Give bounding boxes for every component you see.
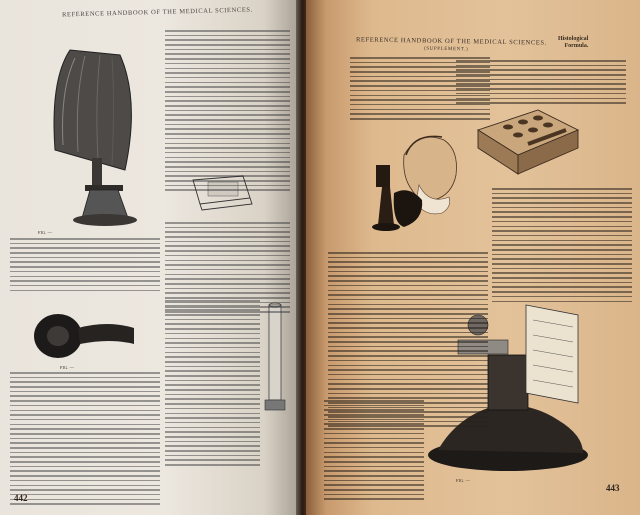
left-column-text-lower	[10, 238, 160, 294]
figure-caption-eyeshade: FIG. ---	[60, 365, 74, 370]
right-running-subhead: (SUPPLEMENT.)	[423, 46, 469, 53]
eyeshade-icon	[30, 310, 140, 365]
microscope-hood-icon	[30, 40, 150, 230]
right-page-number: 443	[606, 483, 620, 493]
right-column-text-top	[165, 30, 290, 194]
side-heading-line-1: Histological	[558, 36, 589, 42]
right-column-text-lower	[165, 300, 260, 469]
right-second-column-middle	[492, 188, 632, 305]
left-page	[0, 0, 300, 515]
figure-caption-microscope: FIG. ---	[38, 230, 52, 235]
right-running-head: REFERENCE HANDBOOK OF THE MEDICAL SCIENCES.	[355, 36, 547, 47]
left-page-number: 442	[14, 493, 28, 503]
right-second-column-top	[456, 60, 626, 107]
figure-caption-cutter: FIG. ---	[456, 478, 470, 483]
left-running-head: REFERENCE HANDBOOK OF THE MEDICAL SCIENCES.	[61, 6, 253, 19]
left-column-text-bottom	[10, 372, 160, 508]
side-heading-line-2: Formula.	[564, 43, 589, 49]
glass-cylinder-icon	[262, 300, 288, 420]
right-page	[306, 0, 640, 515]
side-heading	[558, 36, 588, 50]
man-at-microscope-icon	[364, 115, 464, 245]
right-first-column-bottom	[324, 400, 424, 503]
